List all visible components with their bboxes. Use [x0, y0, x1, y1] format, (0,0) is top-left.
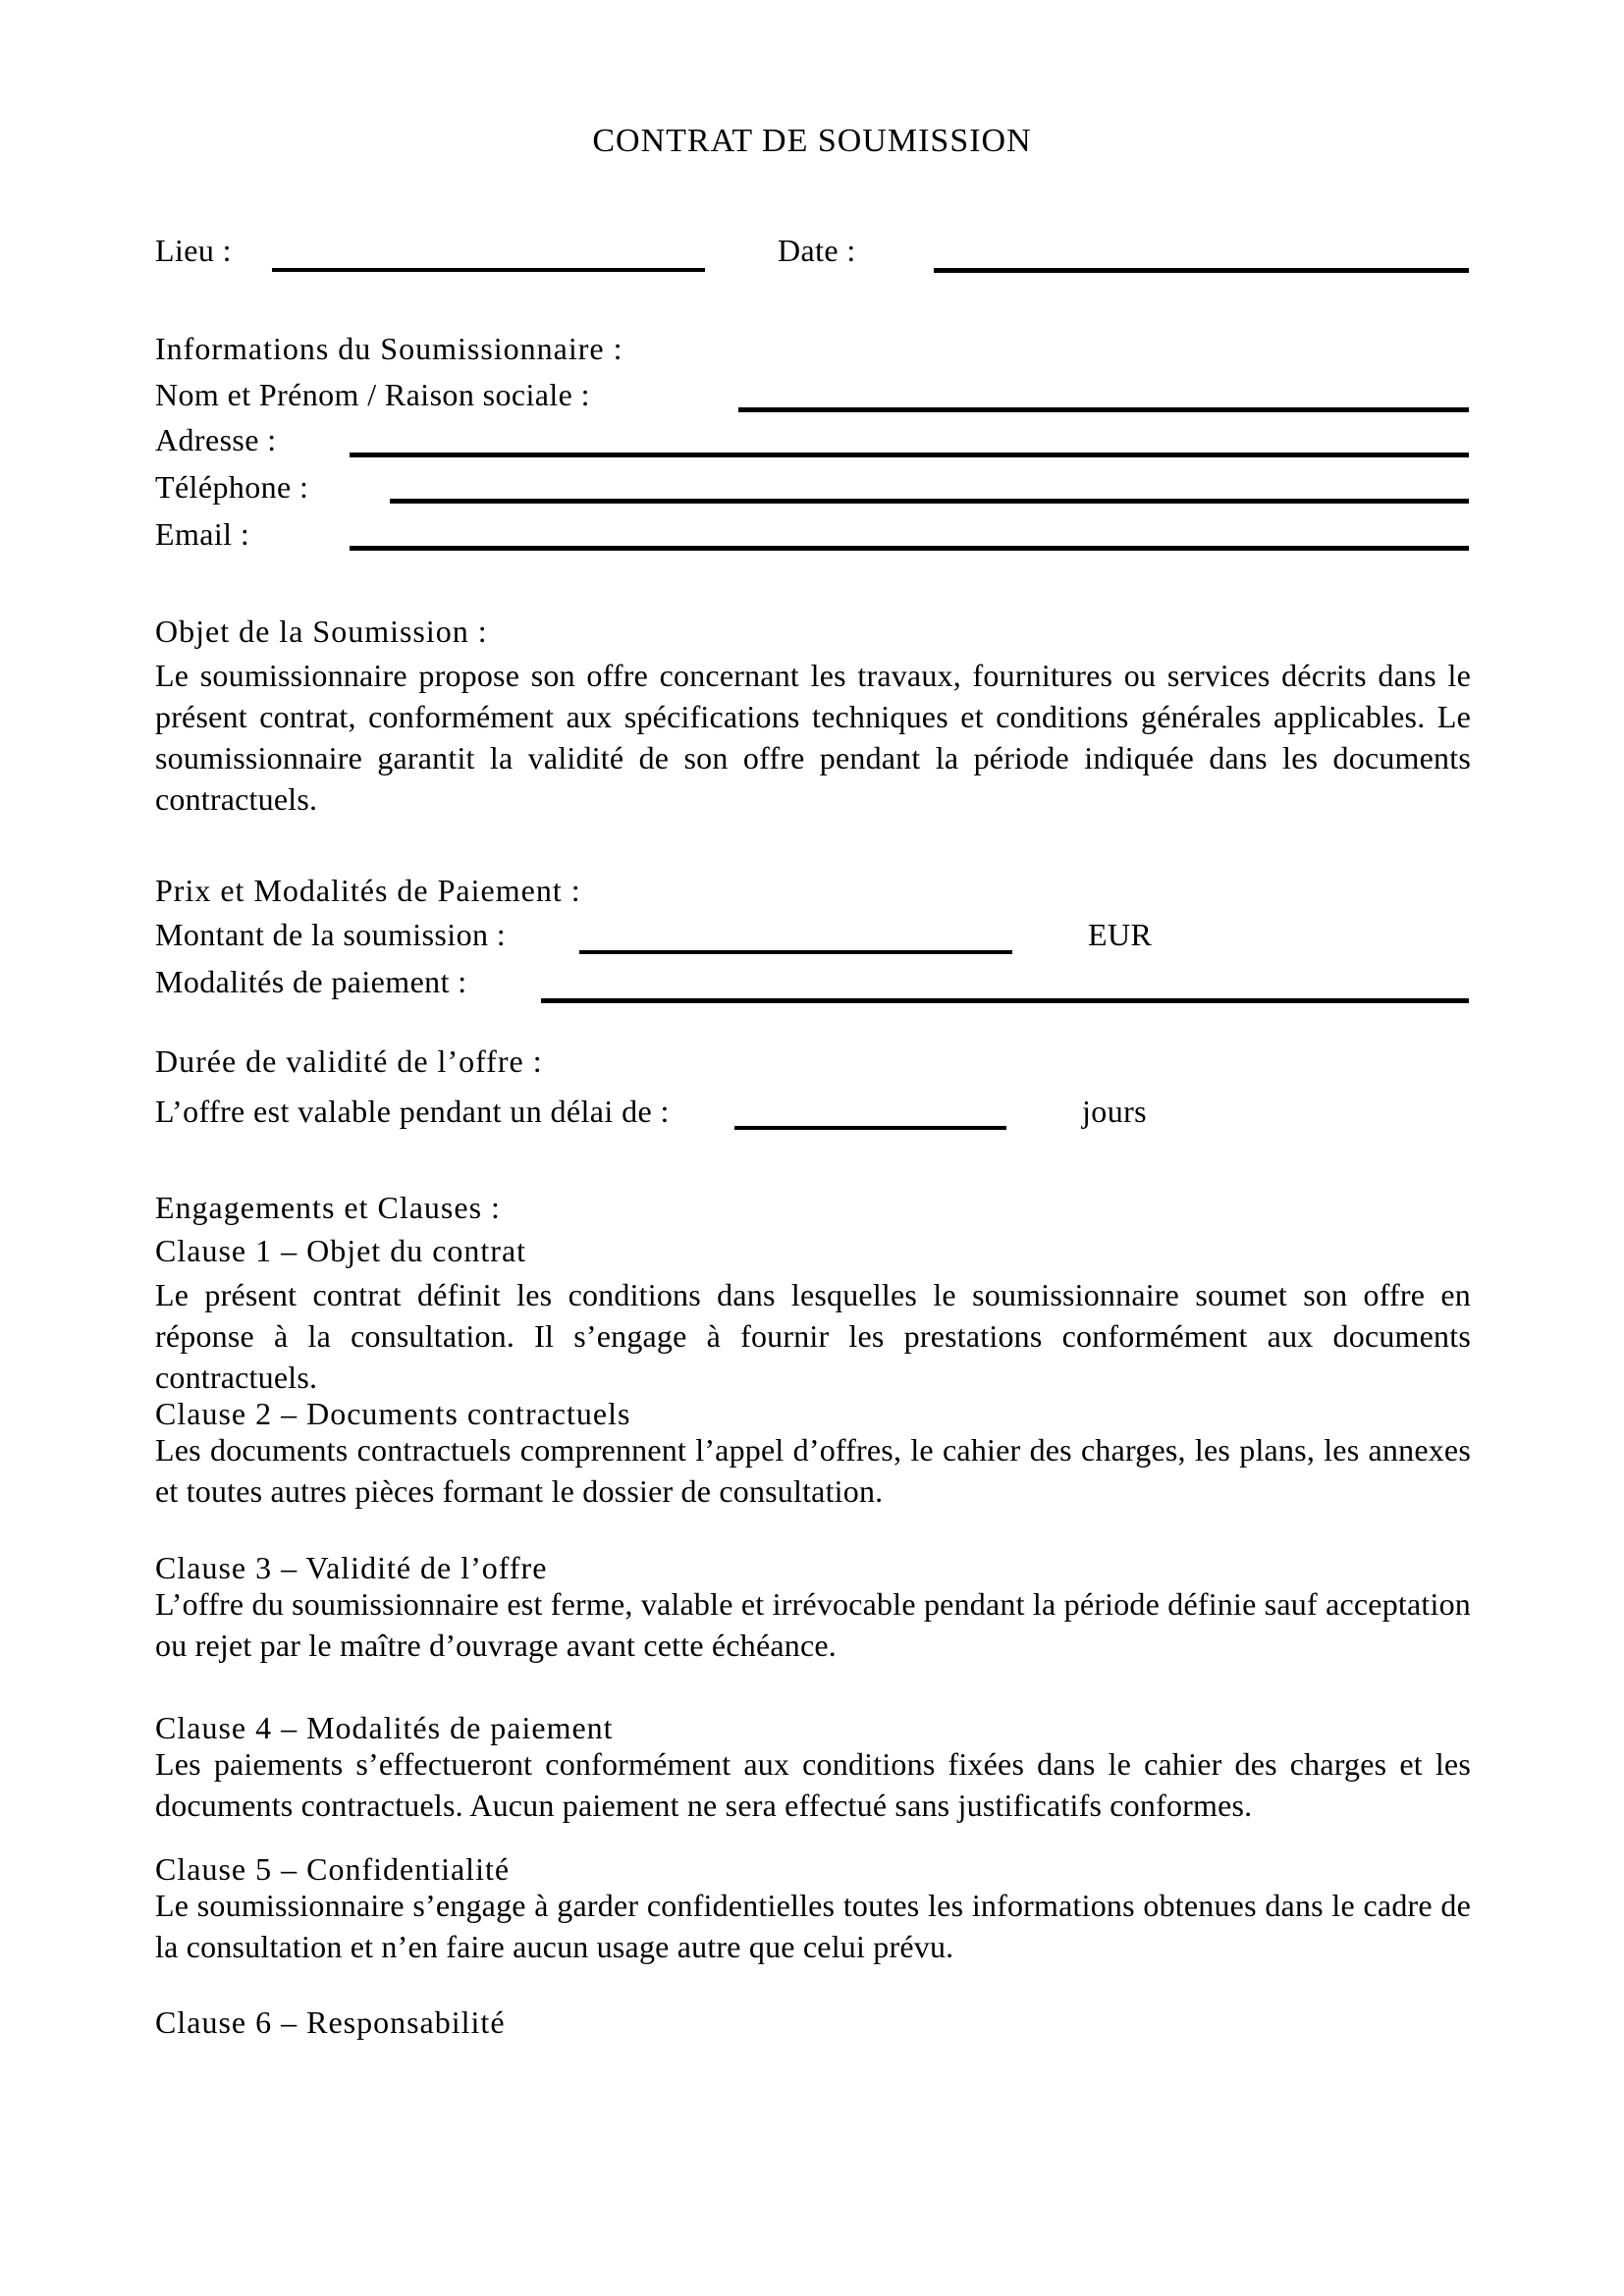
clause-5-paragraph: Le soumissionnaire s’engage à garder confidentielles toutes les informations obtenues dans le cadre de la consultation et n’en faire aucun usage autre que celui prévu.: [155, 1888, 1471, 1964]
clause-5-heading: Clause 5 – Confidentialité: [155, 1851, 511, 1887]
clause-6-heading: Clause 6 – Responsabilité: [155, 2004, 506, 2040]
objet-heading: Objet de la Soumission :: [155, 614, 488, 649]
nom-field-line[interactable]: [738, 407, 1469, 412]
delai-label: L’offre est valable pendant un délai de :: [155, 1094, 670, 1129]
adresse-field-line[interactable]: [350, 453, 1469, 457]
currency-label: EUR: [1088, 917, 1153, 952]
clause-4-heading: Clause 4 – Modalités de paiement: [155, 1710, 614, 1745]
duree-heading: Durée de validité de l’offre :: [155, 1043, 543, 1079]
objet-paragraph: Le soumissionnaire propose son offre concernant les travaux, fournitures ou services décrits dans le présent contrat, conformément aux spécifications techniques et conditions générales applicables. Le soumissionnaire garantit la validité de son offre pendant la période indiquée dans les documents contractuels.: [155, 658, 1471, 817]
delai-field-line[interactable]: [734, 1126, 1006, 1130]
informations-heading: Informations du Soumissionnaire :: [155, 331, 623, 366]
engagements-heading: Engagements et Clauses :: [155, 1190, 501, 1225]
nom-label: Nom et Prénom / Raison sociale :: [155, 377, 590, 412]
clause-3-paragraph: L’offre du soumissionnaire est ferme, valable et irrévocable pendant la période définie sauf acceptation ou rejet par le maître d’ouvrage avant cette échéance.: [155, 1586, 1471, 1663]
date-field-line[interactable]: [934, 268, 1469, 273]
clause-2-heading: Clause 2 – Documents contractuels: [155, 1396, 631, 1431]
clause-4-paragraph: Les paiements s’effectueront conformément aux conditions fixées dans le cahier des charges et les documents contractuels. Aucun paiement ne sera effectué sans justificatifs conformes.: [155, 1746, 1471, 1823]
lieu-field-line[interactable]: [272, 268, 705, 272]
clause-1-heading: Clause 1 – Objet du contrat: [155, 1233, 527, 1268]
clause-1-paragraph: Le présent contrat définit les conditions dans lesquelles le soumissionnaire soumet son offre en réponse à la consultation. Il s’engage à fournir les prestations conformément aux documents contractuels.: [155, 1277, 1471, 1395]
telephone-field-line[interactable]: [390, 499, 1469, 504]
clause-3-heading: Clause 3 – Validité de l’offre: [155, 1550, 548, 1585]
jours-label: jours: [1082, 1094, 1147, 1129]
adresse-label: Adresse :: [155, 422, 277, 457]
lieu-label: Lieu :: [155, 233, 232, 268]
modalites-field-line[interactable]: [541, 998, 1469, 1003]
montant-label: Montant de la soumission :: [155, 917, 507, 952]
modalites-label: Modalités de paiement :: [155, 964, 467, 999]
clause-2-paragraph: Les documents contractuels comprennent l’appel d’offres, le cahier des charges, les plans, les annexes et toutes autres pièces formant le dossier de consultation.: [155, 1432, 1471, 1509]
date-label: Date :: [778, 233, 856, 268]
montant-field-line[interactable]: [579, 950, 1012, 954]
email-field-line[interactable]: [350, 546, 1469, 551]
page-title: CONTRAT DE SOUMISSION: [592, 123, 1032, 159]
email-label: Email :: [155, 516, 250, 552]
telephone-label: Téléphone :: [155, 469, 309, 505]
prix-heading: Prix et Modalités de Paiement :: [155, 873, 581, 908]
